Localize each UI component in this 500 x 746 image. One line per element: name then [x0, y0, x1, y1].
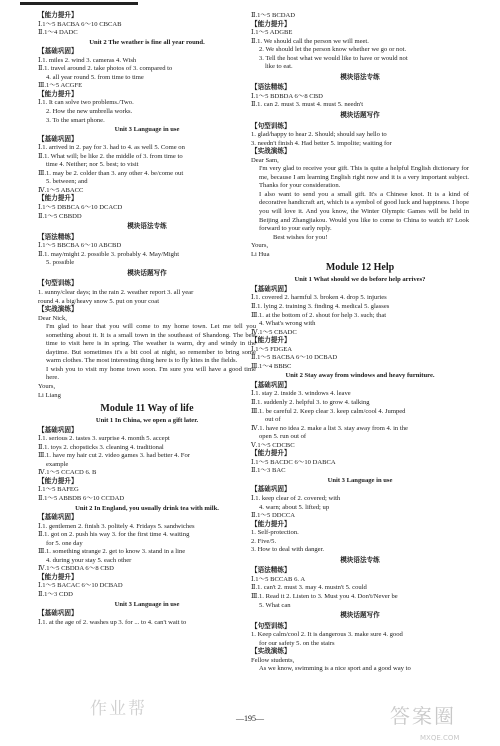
- right-line-26: Ⅱ.1. lying 2. training 3. finding 4. medical 5. glasses: [251, 302, 390, 310]
- left-line-61: Unit 3 Language in use: [114, 600, 180, 608]
- right-line-7: 模块语法专练: [340, 73, 380, 81]
- right-line-0: Ⅱ.1～5 BCDAD: [251, 12, 296, 19]
- left-line-57: Ⅳ.1～5 CBDDA 6～8 CBD: [38, 565, 114, 573]
- left-line-39: Module 11 Way of life: [100, 403, 194, 415]
- left-line-2: Ⅱ.1～4 DADC: [38, 29, 78, 37]
- right-line-21: Li Hua: [251, 250, 270, 258]
- left-line-21: 【能力提升】: [38, 195, 78, 203]
- right-line-41: open 5. run out of: [259, 433, 307, 441]
- left-line-28: 5. possible: [46, 259, 75, 267]
- left-line-47: 【能力提升】: [38, 477, 78, 485]
- left-line-31: 1. sunny/clear days; in the rain 2. weather report 3. all year: [38, 288, 194, 296]
- right-line-32: Ⅱ.1～5 BACBA 6～10 DCBAD: [251, 354, 338, 362]
- right-line-40: Ⅳ.1. have no idea 2. make a list 3. stay away from 4. in the: [251, 424, 408, 432]
- right-line-63: 1. Keep calm/cool 2. It is dangerous 3. make sure 4. good: [251, 631, 403, 639]
- left-line-54: for 5. one day: [46, 539, 83, 547]
- left-line-19: 5. between; and: [46, 178, 88, 186]
- left-line-13: Unit 3 Language in use: [114, 126, 180, 134]
- left-line-18: Ⅲ.1. may be 2. colder than 3. any other 4. be/come out: [38, 169, 184, 177]
- right-line-44: Ⅰ.1～5 BACDC 6～10 DABCA: [251, 458, 336, 466]
- right-line-37: Ⅱ.1. suddenly 2. helpful 3. to grow 4. talking: [251, 398, 370, 406]
- right-line-10: Ⅱ.1. can 2. must 3. must 4. must 5. needn't: [251, 101, 364, 109]
- left-line-5: Ⅰ.1. miles 2. wind 3. cameras 4. Wish: [38, 56, 137, 64]
- right-line-28: 4. What's wrong with: [259, 320, 316, 328]
- right-line-59: Ⅲ.1. Read it 2. Listen to 3. Must you 4. Don't/Never be: [251, 593, 398, 600]
- right-line-34: Unit 2 Stay away from windows and heavy furniture.: [285, 372, 435, 380]
- right-line-12: 【句型训练】: [251, 122, 291, 130]
- left-line-49: Ⅱ.1～5 ABBDB 6～10 CCDAD: [38, 494, 125, 502]
- right-line-50: Ⅱ.1～5 DDCCA: [251, 512, 296, 520]
- right-line-46: Unit 3 Language in use: [327, 476, 393, 484]
- left-line-63: Ⅰ.1. at the age of 2. washes up 3. for ... to 4. can't wait to: [38, 618, 187, 626]
- watermark-left: 作业帮: [90, 699, 147, 719]
- left-line-53: Ⅱ.1. got on 2. push his way 3. for the first time 4. waiting: [38, 531, 190, 539]
- left-line-9: 【能力提升】: [38, 90, 78, 98]
- right-line-54: 3. How to deal with danger.: [251, 546, 325, 554]
- top-rule: [20, 2, 138, 5]
- left-line-4: 【基础巩固】: [38, 48, 78, 56]
- left-line-17: time 4. Neither; nor 5. best; to visit: [46, 161, 139, 169]
- right-line-66: Fellow students,: [251, 656, 295, 664]
- right-line-11: 模块话题写作: [340, 112, 380, 120]
- left-line-8: Ⅲ.1～5 ACGFE: [38, 82, 83, 90]
- left-line-32: round 4. a big/heavy snow 5. put on your coat: [38, 297, 160, 305]
- left-line-34: Dear Nick,: [38, 314, 67, 322]
- right-line-60: 5. What can: [259, 601, 291, 609]
- right-line-31: Ⅰ.1～5 FDGEA: [251, 345, 293, 353]
- right-line-22: Module 12 Help: [325, 262, 395, 274]
- left-line-60: Ⅱ.1～3 CDD: [38, 591, 73, 598]
- left-line-10: Ⅰ.1. It can solve two problems./Two.: [38, 99, 134, 107]
- right-line-23: Unit 1 What should we do before help arrives?: [294, 276, 426, 284]
- left-line-7: 4. all year round 5. from time to time: [46, 73, 144, 81]
- right-line-67: As we know, swimming is a nice sport and a good way to: [259, 665, 411, 673]
- left-line-45: example: [46, 460, 69, 468]
- right-line-48: Ⅰ.1. keep clear of 2. covered; with: [251, 494, 341, 502]
- left-line-1: Ⅰ.1～5 BACBA 6～10 CBCAB: [38, 20, 122, 28]
- page-number: —195—: [236, 714, 264, 723]
- right-line-39: out of: [265, 416, 281, 424]
- right-line-15: 【实战演练】: [251, 148, 291, 156]
- right-line-58: Ⅱ.1. can't 2. must 3. may 4. mustn't 5. could: [251, 584, 367, 592]
- left-line-41: 【基础巩固】: [38, 426, 78, 434]
- left-line-35: I'm glad to hear that you will come to my home town. Let me tell you something about it. It is a small town in the southeast of Shandong. The best time to visit here is in spring. The weather is warm, dry and windy in the daytime. But sometimes it's a bit cool at night, so remember to bring some warm clothes. The most interesting thing here is to fly kites in the fields.: [46, 323, 256, 365]
- watermark-url: MXQE.COM: [420, 734, 460, 742]
- right-line-65: 【实战演练】: [251, 648, 291, 656]
- left-line-43: Ⅱ.1. toys 2. chopsticks 3. cleaning 4. traditional: [38, 443, 164, 451]
- left-line-24: 模块语法专练: [127, 223, 167, 231]
- left-line-46: Ⅳ.1～5 CCACD 6. B: [38, 469, 97, 477]
- right-line-51: 【能力提升】: [251, 520, 291, 528]
- left-line-3: Unit 2 The weather is fine all year round.: [89, 38, 205, 46]
- right-line-24: 【基础巩固】: [251, 285, 291, 293]
- right-line-5: 3. Tell the host what we would like to have or would not: [259, 54, 408, 62]
- right-line-36: Ⅰ.1. stay 2. inside 3. windows 4. leave: [251, 390, 351, 398]
- right-line-38: Ⅲ.1. be careful 2. Keep clear 3. keep calm/cool 4. Jumped: [251, 407, 406, 415]
- right-line-4: 2. We should let the person know whether we go or not.: [259, 46, 407, 54]
- right-line-1: 【能力提升】: [251, 20, 291, 28]
- left-line-15: Ⅰ.1. arrived in 2. pay for 3. had to 4. as well 5. Come on: [38, 144, 185, 152]
- right-line-14: 3. needn't finish 4. Had better 5. impolite; waiting for: [251, 139, 392, 147]
- right-line-47: 【基础巩固】: [251, 486, 291, 494]
- left-line-0: 【能力提升】: [38, 12, 78, 19]
- left-line-44: Ⅲ.1. have my hair cut 2. video games 3. had better 4. For: [38, 452, 190, 460]
- left-line-56: 4. during your stay 5. each other: [46, 556, 132, 564]
- right-line-27: Ⅲ.1. at the bottom of 2. shout for help 3. such; that: [251, 311, 387, 319]
- right-column: [251, 12, 469, 674]
- left-line-50: Unit 2 In England, you usually drink tea with milk.: [75, 504, 219, 512]
- right-line-56: 【语法精练】: [251, 567, 291, 575]
- left-line-62: 【基础巩固】: [38, 610, 78, 618]
- left-column: [38, 12, 256, 627]
- left-line-22: Ⅰ.1～5 DBBCA 6～10 DCACD: [38, 204, 123, 212]
- right-line-45: Ⅱ.1～3 BAC: [251, 467, 286, 475]
- right-line-43: 【能力提升】: [251, 450, 291, 458]
- left-line-14: 【基础巩固】: [38, 135, 78, 143]
- left-line-51: 【基础巩固】: [38, 514, 78, 522]
- left-line-38: Li Liang: [38, 391, 61, 399]
- right-line-30: 【能力提升】: [251, 337, 291, 345]
- left-line-6: Ⅱ.1. travel around 2. take photos of 3. compared to: [38, 65, 173, 73]
- right-line-29: Ⅳ.1～5 CBADC: [251, 328, 297, 336]
- left-line-36: I wish you to visit my home town soon. I'm sure you will have a good time here.: [46, 365, 256, 382]
- right-line-16: Dear Sam,: [251, 156, 279, 164]
- left-line-33: 【实战演练】: [38, 306, 78, 314]
- right-line-42: Ⅴ.1～5 CDCBC: [251, 441, 295, 449]
- left-line-40: Unit 1 In China, we open a gift later.: [95, 417, 199, 425]
- right-line-9: Ⅰ.1～5 BDBDA 6～8 CBD: [251, 92, 323, 100]
- right-line-53: 2. Five/5.: [251, 537, 277, 545]
- left-line-20: Ⅳ.1～5 ABACC: [38, 186, 84, 194]
- right-line-3: Ⅱ.1. We should call the person we will meet.: [251, 37, 369, 45]
- left-line-11: 2. How the new umbrella works.: [46, 108, 133, 116]
- left-line-59: Ⅰ.1～5 BACAC 6～10 DCBAD: [38, 582, 123, 590]
- right-line-62: 【句型训练】: [251, 622, 291, 630]
- right-line-2: Ⅰ.1～5 ADGBE: [251, 29, 293, 37]
- left-line-29: 模块话题写作: [127, 269, 167, 277]
- left-line-16: Ⅱ.1. What will; be like 2. the middle of 3. from time to: [38, 152, 183, 160]
- left-line-26: Ⅰ.1～5 BBCBA 6～10 ABCBD: [38, 242, 122, 250]
- left-line-25: 【语法精练】: [38, 233, 78, 241]
- right-line-8: 【语法精练】: [251, 84, 291, 92]
- right-line-6: like to eat.: [265, 63, 293, 71]
- right-line-49: 4. warn; about 5. lifted; up: [259, 503, 330, 511]
- right-line-19: Best wishes for you!: [273, 233, 328, 241]
- left-line-30: 【句型训练】: [38, 280, 78, 288]
- left-line-12: 3. To the smart phone.: [46, 116, 105, 124]
- right-line-55: 模块语法专练: [340, 556, 380, 564]
- right-line-61: 模块话题写作: [340, 612, 380, 620]
- right-line-17: I'm very glad to receive your gift. This is quite a helpful English dictionary for me, because I am learning English right now and it is a very important subject. Thanks for your consideration.: [259, 165, 469, 190]
- right-line-57: Ⅰ.1～5 BCCAB 6. A: [251, 575, 306, 583]
- left-line-27: Ⅱ.1. may/might 2. possible 3. probably 4. May/Might: [38, 250, 180, 258]
- watermark-right: 答案圈: [390, 704, 456, 728]
- right-line-18: I also want to send you a small gift. It's a Chinese knot. It is a kind of decorative handicraft art, which is a symbol of good luck and happiness. I hope you will love it. And you know, the Winter Olympic Games will be held in Beijing and Zhangjiakou. Would you like to come to China to watch it? Look forward to your early reply.: [259, 190, 469, 233]
- right-line-33: Ⅲ.1～4 BBBC: [251, 362, 292, 370]
- left-line-55: Ⅲ.1. something strange 2. get to know 3. stand in a line: [38, 548, 186, 556]
- right-line-64: for our safety 5. on the stairs: [259, 639, 335, 647]
- right-line-35: 【基础巩固】: [251, 381, 291, 389]
- left-line-48: Ⅰ.1～5 BAFEG: [38, 486, 79, 494]
- right-line-25: Ⅰ.1. covered 2. harmful 3. broken 4. drop 5. injuries: [251, 294, 387, 302]
- right-line-13: 1. glad/happy to hear 2. Should; should say hello to: [251, 131, 387, 139]
- right-line-52: 1. Self-protection.: [251, 529, 299, 537]
- left-line-23: Ⅱ.1～5 CBBDD: [38, 212, 82, 220]
- left-line-58: 【能力提升】: [38, 573, 78, 581]
- left-line-42: Ⅰ.1. serious 2. tastes 3. surprise 4. month 5. accept: [38, 435, 170, 443]
- left-line-37: Yours,: [38, 382, 56, 390]
- right-line-20: Yours,: [251, 242, 269, 250]
- left-line-52: Ⅰ.1. gentlemen 2. finish 3. politely 4. Fridays 5. sandwiches: [38, 522, 195, 530]
